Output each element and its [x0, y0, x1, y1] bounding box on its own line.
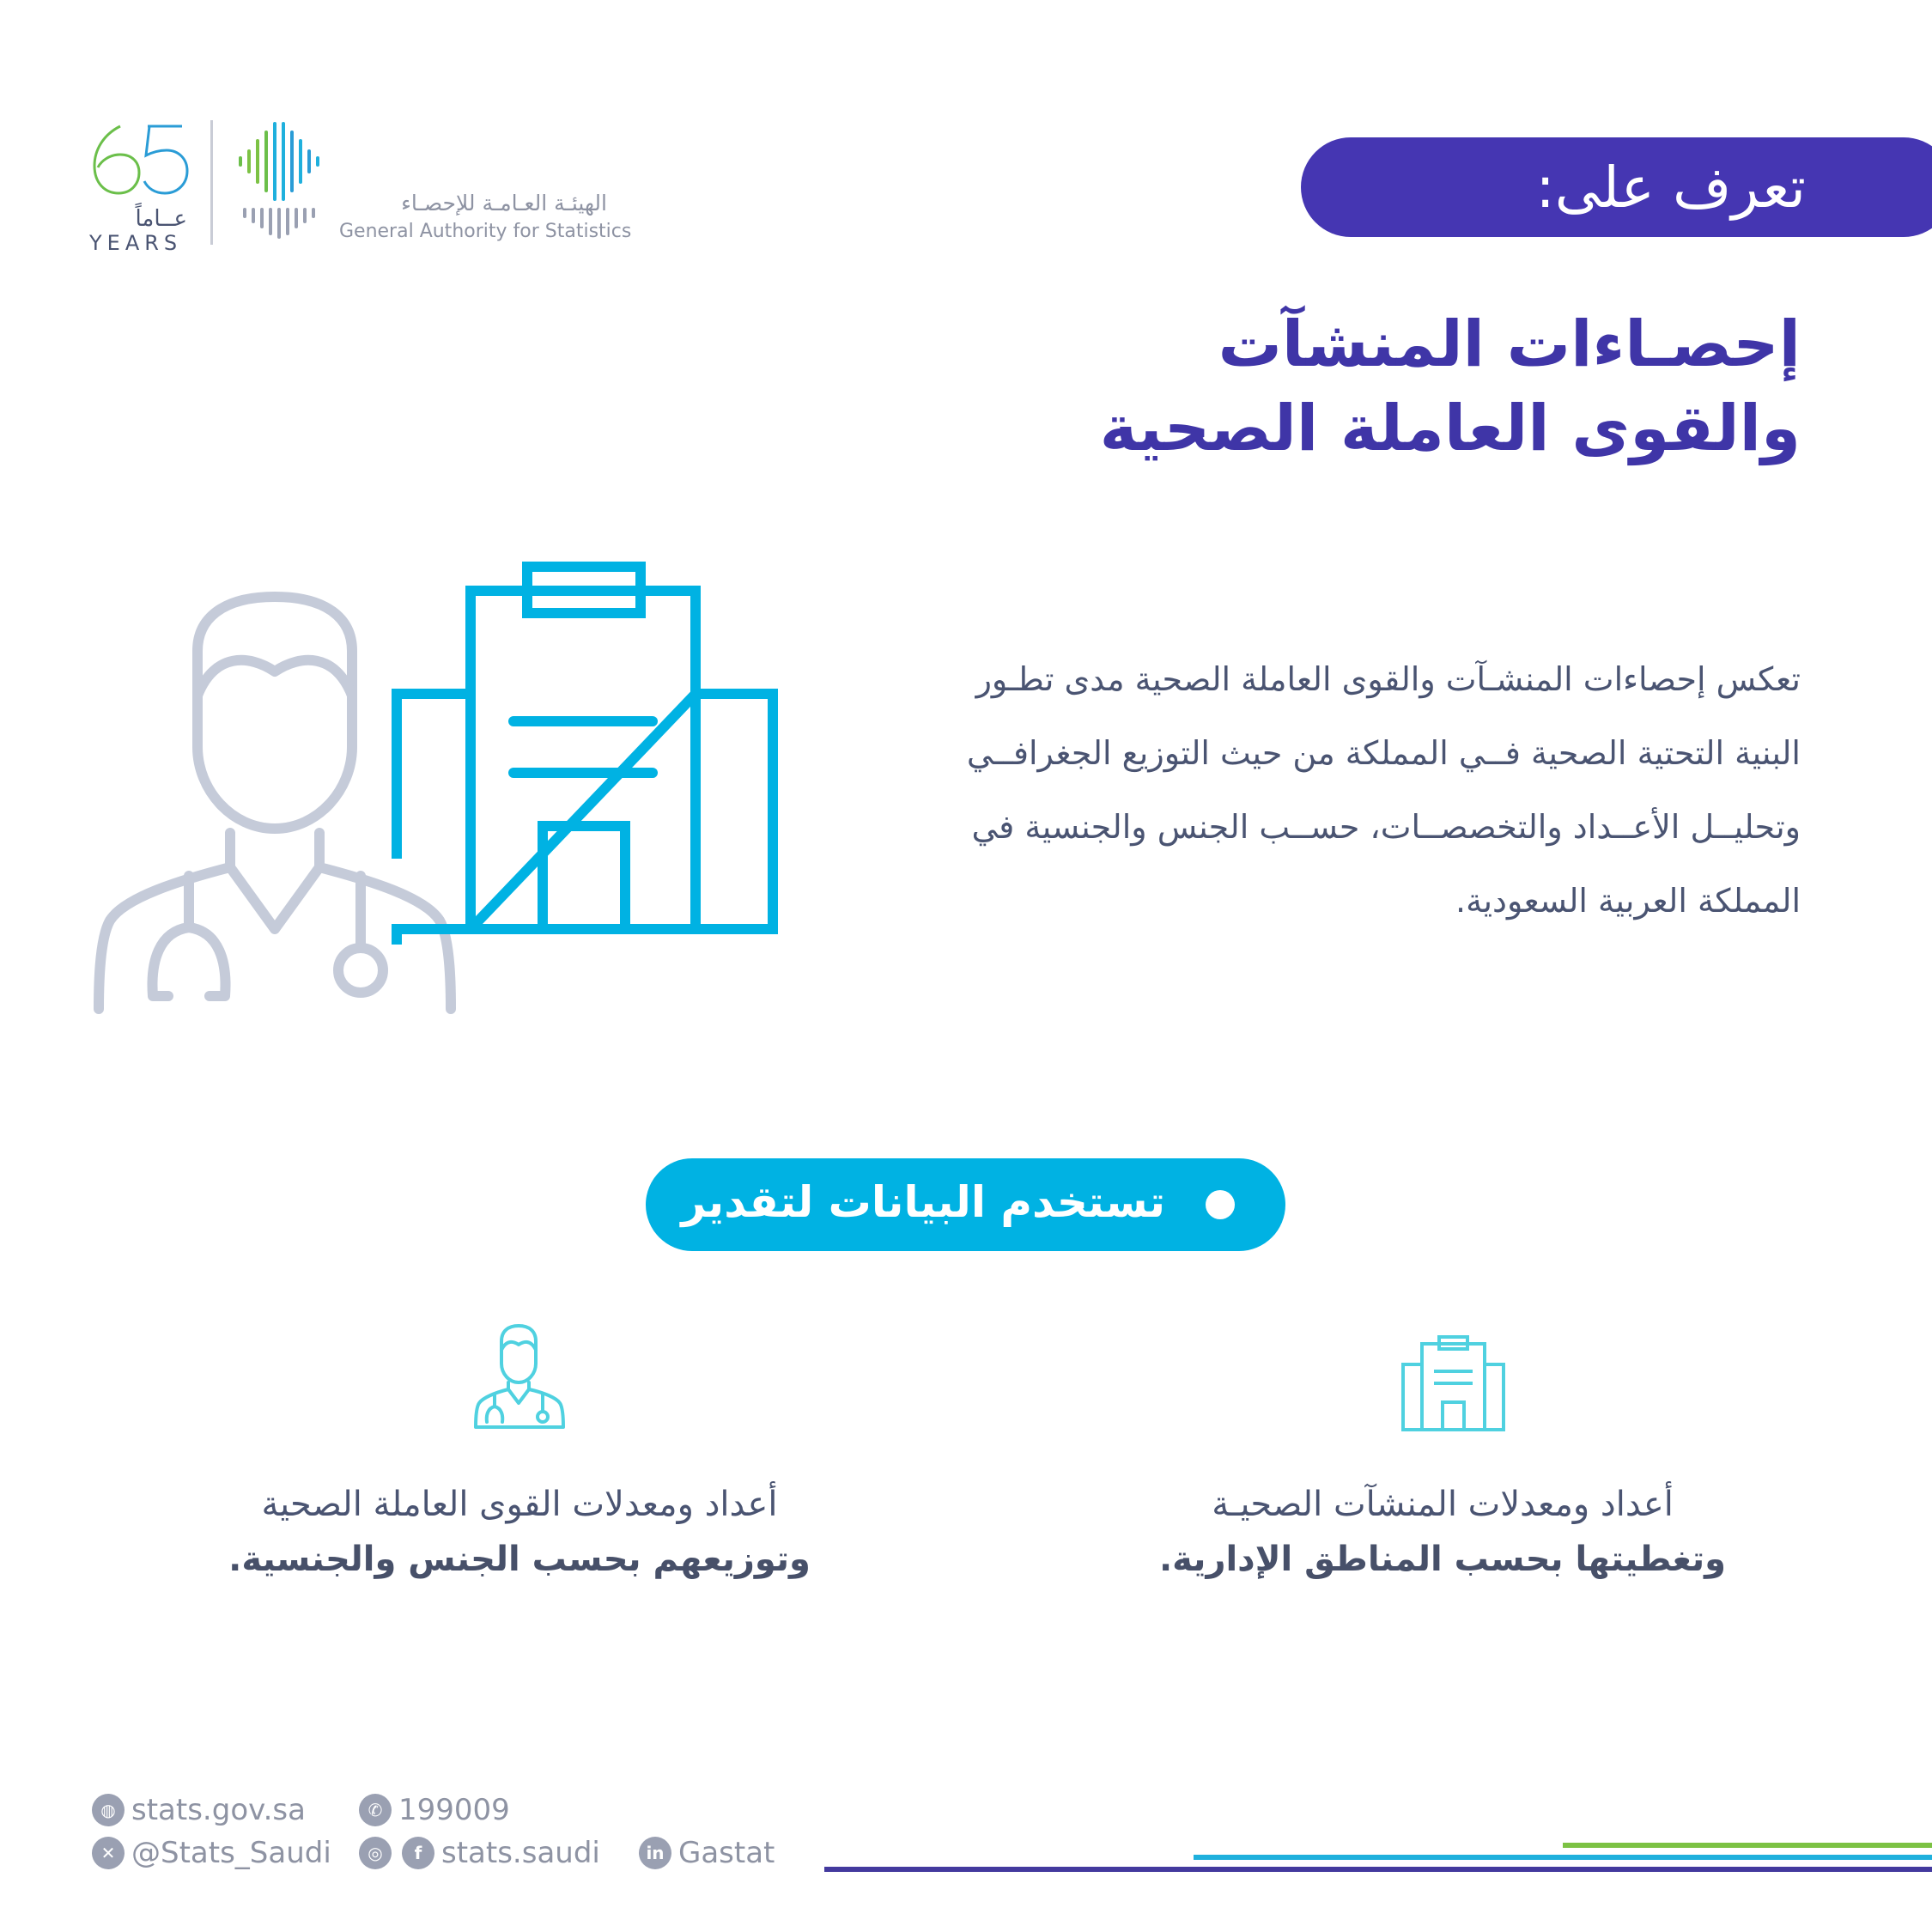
phone-text: 199009 — [398, 1793, 510, 1827]
x-link[interactable] — [92, 1836, 331, 1870]
x-handle-text: @Stats_Saudi — [131, 1836, 331, 1870]
title-line-1: إحصـاءات المنشآت — [1218, 307, 1801, 381]
linkedin-link[interactable] — [639, 1836, 775, 1870]
hospital-icon — [397, 567, 773, 945]
anniversary-en: YEARS — [89, 231, 183, 253]
website-link[interactable] — [92, 1793, 306, 1827]
kicker-text: تعرف على: — [1535, 155, 1806, 221]
use-facility — [1116, 1477, 1769, 1587]
org-name-en: General Authority for Statistics — [339, 221, 632, 242]
bullet-dot — [1206, 1190, 1235, 1219]
page-title — [856, 302, 1801, 471]
description: تعكس إحصاءات المنشـآت والقوى العاملة الصحية مدى تطـور البنية التحتية الصحية فــي المملكة من حيث التوزيع الجغرافــي وتحليــل الأعــداد والتخصصــات، حســب الجنس والجنسية في المملكة العربية السعودية. — [966, 660, 1801, 920]
gastat-logo-mark — [236, 120, 322, 240]
footer-line-indigo — [824, 1867, 1932, 1872]
anniversary-logo — [86, 116, 197, 253]
footer-line-cyan — [1194, 1855, 1932, 1860]
section-title: تستخدم البيانات لتقدير — [681, 1177, 1165, 1227]
footer-line-green — [1563, 1843, 1932, 1848]
linkedin-text: Gastat — [678, 1836, 775, 1870]
doctor-icon — [464, 1321, 575, 1432]
facebook-icon: f — [402, 1837, 434, 1869]
use-workforce-line1: أعداد ومعدلات القوى العاملة الصحية — [261, 1485, 778, 1524]
section-pill — [646, 1158, 1285, 1251]
logo-divider — [210, 120, 213, 245]
use-facility-line2: وتغطيتها بحسب المناطق الإدارية. — [1158, 1540, 1727, 1579]
phone-icon: ✆ — [359, 1794, 392, 1826]
website-text: stats.gov.sa — [131, 1793, 306, 1827]
use-facility-line1: أعداد ومعدلات المنشآت الصحيـة — [1212, 1485, 1674, 1524]
org-name-ar: الهيئـة العـامـة للإحصـاء — [401, 191, 607, 216]
instagram-icon: ◎ — [359, 1837, 392, 1869]
use-workforce — [193, 1477, 846, 1587]
social-link[interactable] — [359, 1836, 600, 1870]
social-handle-text: stats.saudi — [441, 1836, 600, 1870]
globe-icon: ◍ — [92, 1794, 125, 1826]
use-workforce-line2: وتوزيعهم بحسب الجنس والجنسية. — [228, 1540, 811, 1579]
kicker-pill — [1301, 137, 1932, 237]
x-icon: ✕ — [92, 1837, 125, 1869]
anniversary-ar: عــاماً — [135, 206, 187, 232]
hospital-icon — [1400, 1335, 1507, 1434]
linkedin-icon: in — [639, 1837, 671, 1869]
phone-link[interactable] — [359, 1793, 510, 1827]
hero-illustration — [86, 558, 790, 1039]
title-line-2: والقوى العاملة الصحية — [1099, 392, 1801, 465]
